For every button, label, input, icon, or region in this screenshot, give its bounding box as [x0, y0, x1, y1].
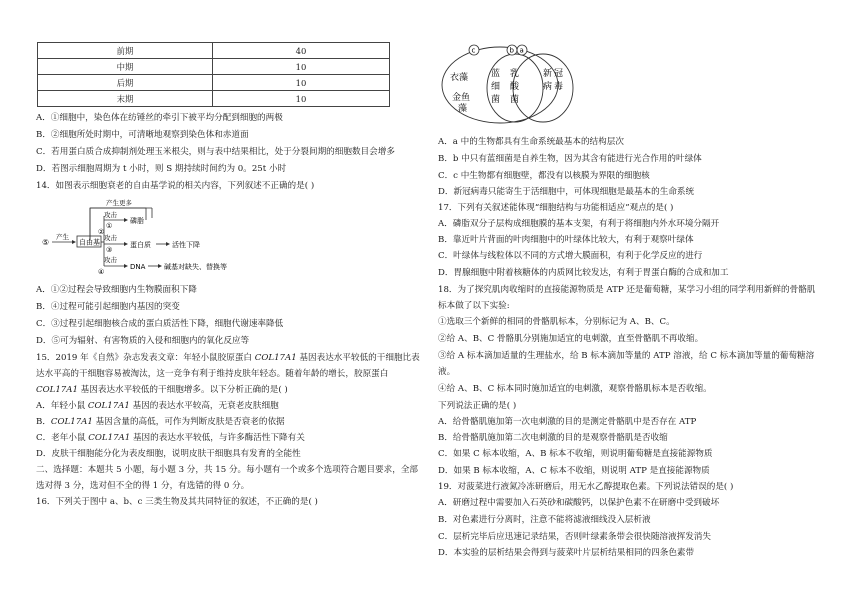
q18-option-a: A．给骨骼肌施加第一次电刺激的目的是测定骨骼肌中是否存在 ATP: [438, 417, 697, 427]
diagram-label-protein: 蛋白质: [130, 241, 151, 249]
diagram-label-produce: 产生: [56, 233, 69, 241]
diagram-label-3: ③: [106, 246, 113, 254]
table-cell-stage: 中期: [38, 59, 213, 75]
q18-option-d: D．如果 B 标本收缩，A、C 标本不收缩，则说明 ATP 是直接能源物质: [438, 466, 710, 476]
q15-option-b: B．COL17A1 基因含量的高低，可作为判断皮肤是否衰老的依据: [36, 417, 285, 427]
q17-option-c: C．叶绿体与线粒体以不同的方式增大膜面积，有利于化学反应的进行: [438, 251, 703, 261]
q18-option-b: B．给骨骼肌施加第二次电刺激的目的是观察骨骼肌是否收缩: [438, 433, 668, 443]
q14-option-d: D．⑤可为辐射、有害物质的入侵和细胞内的氧化反应等: [36, 336, 250, 346]
label-virus-1: 新: [543, 69, 553, 79]
section-2-heading-2: 选对得 3 分，选对但不全的得 1 分，有选错的得 0 分。: [36, 481, 250, 491]
table-cell-stage: 末期: [38, 91, 213, 107]
table-cell-value: 10: [213, 59, 390, 75]
label-a: a: [519, 46, 524, 55]
q14-stem: 14．如图表示细胞衰老的自由基学说的相关内容，下列叙述不正确的是( ): [36, 181, 315, 191]
q18-stem-1: 18．为了探究肌肉收缩时的直接能源物质是 ATP 还是葡萄糖，某学习小组的同学利用新鲜的骨骼肌: [438, 285, 816, 295]
q15-stem-line-1: 15．2019 年《自然》杂志发表文章：年轻小鼠胶原蛋白 COL17A1 基因表达水平较低的干细胞比表: [36, 353, 420, 363]
diagram-label-produce-more: 产生更多: [106, 199, 132, 207]
q15-stem-line-2: 达水平高的干细胞容易被淘汰，这一竞争有利于维持皮肤年轻态。随着年龄的增长，胶原蛋白: [36, 369, 389, 379]
q18-stem-2: 标本做了以下实验:: [438, 301, 510, 311]
label-lactic-1: 乳: [510, 69, 520, 79]
q19-option-b: B．对色素进行分离时，注意不能将滤液细线没入层析液: [438, 515, 651, 525]
label-virus-4: 毒: [554, 82, 564, 92]
q15-stem-line-3: COL17A1 基因表达水平较低的干细胞增多。以下分析正确的是( ): [36, 385, 288, 395]
q18-ask: 下列说法正确的是( ): [438, 401, 517, 411]
q14-option-a: A．①②过程会导致细胞内生物膜面积下降: [36, 285, 197, 295]
diagram-label-phospholipid: 磷脂: [130, 217, 144, 225]
q18-step-2: ②给 A、B、C 骨骼肌分别施加适宜的电刺激，直至骨骼肌不再收缩。: [438, 334, 704, 344]
label-cyano-2: 细: [491, 82, 501, 92]
q19-stem: 19．对菠菜进行液氮冷冻研磨后，用无水乙醇提取色素。下列说法错误的是( ): [438, 482, 734, 492]
table-row: [38, 75, 390, 91]
label-lactic-2: 酸: [510, 82, 520, 92]
table-cell-stage: 前期: [38, 43, 213, 59]
q17-stem: 17．下列有关叙述能体现“细胞结构与功能相适应”观点的是( ): [438, 203, 674, 213]
diagram-label-2: ②: [98, 228, 105, 236]
label-virus-3: 病: [543, 82, 553, 92]
table-row: [38, 59, 390, 75]
q13-option-b: B．②细胞所处时期中，可清晰地观察到染色体和赤道面: [36, 130, 249, 140]
label-b: b: [509, 46, 514, 55]
label-cyano-3: 菌: [491, 95, 501, 105]
venn-diagram: [440, 40, 590, 126]
diagram-label-mutation: 碱基对缺失、替换等: [164, 263, 227, 271]
label-algae: 藻: [458, 104, 468, 114]
q15-option-a: A．年轻小鼠 COL17A1 基因的表达水平较高，无衰老皮肤细胞: [36, 401, 279, 411]
diagram-label-attack-1: 攻击: [104, 211, 117, 219]
q16-option-c: C．c 中生物都有细胞壁，都没有以核膜为界限的细胞核: [438, 171, 650, 181]
diagram-label-dna: DNA: [130, 263, 146, 271]
diagram-label-5: ⑤: [42, 238, 50, 247]
table-cell-value: 10: [213, 91, 390, 107]
q19-option-c: C．层析完毕后应迅速记录结果，否则叶绿素条带会很快随溶液挥发消失: [438, 532, 711, 542]
table-row: [38, 43, 390, 59]
diagram-label-free-radical: 自由基: [79, 238, 100, 247]
label-virus-2: 冠: [554, 69, 564, 79]
q16-option-d: D．新冠病毒只能寄生于活细胞中，可体现细胞是最基本的生命系统: [438, 187, 695, 197]
q14-option-c: C．③过程引起细胞核合成的蛋白质活性下降，细胞代谢速率降低: [36, 319, 284, 329]
q13-option-a: A．①细胞中，染色体在纺锤丝的牵引下被平均分配到细胞的两极: [36, 113, 283, 123]
diagram-label-attack-3: 攻击: [104, 256, 117, 264]
q14-option-b: B．④过程可能引起细胞内基因的突变: [36, 302, 180, 312]
label-c: c: [471, 46, 476, 55]
q16-stem: 16．下列关于图中 a、b、c 三类生物及其共同特征的叙述，不正确的是( ): [36, 497, 318, 507]
table-cell-value: 10: [213, 75, 390, 91]
q15-option-d: D．皮肤干细胞能分化为表皮细胞，说明皮肤干细胞具有发育的全能性: [36, 449, 301, 459]
label-cyano-1: 蓝: [491, 69, 501, 79]
table-cell-value: 40: [213, 43, 390, 59]
q13-option-c: C．若用蛋白质合成抑制剂处理玉米根尖，则与表中结果相比，处于分裂间期的细胞数目会增多: [36, 147, 395, 157]
diagram-label-1: ①: [106, 222, 113, 230]
q18-option-c: C．如果 C 标本收缩，A、B 标本不收缩，则说明葡萄糖是直接能源物质: [438, 449, 713, 459]
q17-option-d: D．胃腺细胞中附着核糖体的内质网比较发达，有利于胃蛋白酶的合成和加工: [438, 268, 729, 278]
q18-step-3b: 液。: [438, 367, 456, 377]
label-goldfish: 金鱼: [452, 93, 471, 103]
q16-option-a: A．a 中的生物都具有生命系统最基本的结构层次: [438, 137, 624, 147]
label-chlamydomonas: 衣藻: [450, 73, 469, 83]
q18-step-1: ①选取三个新鲜的相同的骨骼肌标本，分别标记为 A、B、C。: [438, 317, 675, 327]
q17-option-b: B．靠近叶片背面的叶肉细胞中的叶绿体比较大，有利于观察叶绿体: [438, 235, 694, 245]
q19-option-a: A．研磨过程中需要加入石英砂和碳酸钙，以保护色素不在研磨中受到破坏: [438, 498, 720, 508]
table-row: [38, 91, 390, 107]
q18-step-4: ④给 A、B、C 标本同时施加适宜的电刺激，观察骨骼肌标本是否收缩。: [438, 384, 712, 394]
cell-cycle-table: [37, 42, 390, 107]
q15-option-c: C．老年小鼠 COL17A1 基因的表达水平较低，与许多酶活性下降有关: [36, 433, 305, 443]
q13-option-d: D．若图示细胞周期为 t 小时，则 S 期持续时间约为 0。25t 小时: [36, 164, 287, 174]
q16-option-b: B．b 中只有蓝细菌是自养生物，因为其含有能进行光合作用的叶绿体: [438, 154, 702, 164]
diagram-label-attack-2: 攻击: [104, 234, 117, 242]
diagram-label-4: ④: [98, 268, 105, 274]
q18-step-3a: ③给 A 标本滴加适量的生理盐水，给 B 标本滴加等量的 ATP 溶液，给 C 标本滴加等量的葡萄糖溶: [438, 351, 815, 361]
free-radical-diagram: [42, 194, 232, 274]
table-cell-stage: 后期: [38, 75, 213, 91]
q19-option-d: D．本实验的层析结果会得到与菠菜叶片层析结果相同的四条色素带: [438, 548, 695, 558]
section-2-heading-1: 二、选择题：本题共 5 小题，每小题 3 分，共 15 分。每小题有一个或多个选项符合题目要求，全部: [36, 465, 419, 475]
label-lactic-3: 菌: [510, 95, 520, 105]
diagram-label-activity-down: 活性下降: [172, 241, 200, 249]
q17-option-a: A．磷脂双分子层构成细胞膜的基本支架，有利于将细胞内外水环境分隔开: [438, 219, 720, 229]
